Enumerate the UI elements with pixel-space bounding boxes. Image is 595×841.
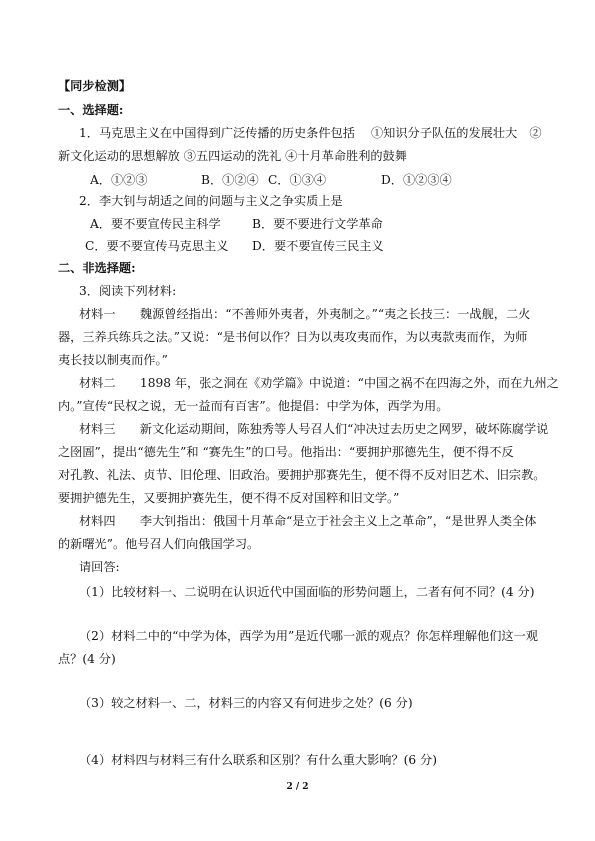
material4-line1: 材料四 李大钊指出：俄国十月革命“是立于社会主义上之革命”，“是世界人类全体: [79, 514, 537, 528]
q2-option-b: B．要不要进行文学革命: [252, 217, 383, 231]
q1-option-c: C．①③④: [268, 173, 327, 187]
material2-line1: 材料二 1898 年，张之洞在《劝学篇》中说道：“中国之祸不在四海之外，而在九州之: [79, 376, 559, 390]
q1-line1: 1．马克思主义在中国得到广泛传播的历史条件包括 ①知识分子队伍的发展壮大 ②: [79, 126, 542, 140]
material3-line4: 要拥护德先生，又要拥护赛先生，便不得不反对国粹和旧文学。”: [58, 491, 400, 505]
section-title: 【同步检测】: [58, 79, 132, 93]
sub-question-2-line2: 点？(4 分): [58, 652, 116, 666]
part2-heading: 二、非选择题:: [58, 261, 136, 275]
sub-question-3: （3）较之材料一、二，材料三的内容又有何进步之处？(6 分): [79, 696, 413, 710]
q2-option-a: A．要不要宣传民主科学: [90, 217, 221, 231]
sub-question-2-line1: （2）材料二中的“中学为体，西学为用”是近代哪一派的观点？你怎样理解他们这一观: [79, 629, 538, 643]
q1-line2: 新文化运动的思想解放 ③五四运动的洗礼 ④十月革命胜利的鼓舞: [58, 149, 407, 163]
material2-line2: 内。”宣传“民权之说，无一益而有百害”。他提倡：中学为体，西学为用。: [58, 399, 449, 413]
material3-line2: 之囹圄”，提出“德先生”和 “赛先生”的口号。他指出：“要拥护那德先生，便不得不反: [58, 445, 514, 459]
material1-line2: 器，三养兵练兵之法。”又说：“是书何以作？日为以夷攻夷而作，为以夷款夷而作，为师: [58, 330, 528, 344]
q3-stem: 3．阅读下列材料:: [79, 284, 177, 298]
answer-prompt: 请回答:: [79, 560, 120, 574]
q1-option-b: B．①②④: [201, 173, 259, 187]
sub-question-1: （1）比较材料一、二说明在认识近代中国面临的形势问题上，二者有何不同？(4 分): [79, 585, 535, 599]
material1-line3: 夷长技以制夷而作。”: [58, 353, 168, 367]
sub-question-4: （4）材料四与材料三有什么联系和区别？有什么重大影响？(6 分): [79, 753, 437, 767]
q1-option-d: D．①②③④: [381, 173, 452, 187]
page-number: 2 / 2: [286, 782, 309, 792]
q2-option-d: D．要不要宣传三民主义: [252, 239, 384, 253]
material3-line3: 对孔教、礼法、贞节、旧伦理、旧政治。要拥护那赛先生，便不得不反对旧艺术、旧宗教。: [58, 468, 546, 482]
material4-line2: 的新曙光”。他号召人们向俄国学习。: [58, 537, 260, 551]
part1-heading: 一、选择题:: [58, 103, 124, 117]
q2-stem: 2．李大钊与胡适之间的问题与主义之争实质上是: [79, 194, 343, 208]
material3-line1: 材料三 新文化运动期间，陈独秀等人号召人们“冲决过去历史之网罗，破坏陈腐学说: [79, 422, 549, 436]
material1-line1: 材料一 魏源曾经指出：“不善师外夷者，外夷制之。”“夷之长技三：一战舰，二火: [79, 307, 531, 321]
q1-option-a: A．①②③: [90, 173, 148, 187]
q2-option-c: C．要不要宣传马克思主义: [85, 239, 229, 253]
